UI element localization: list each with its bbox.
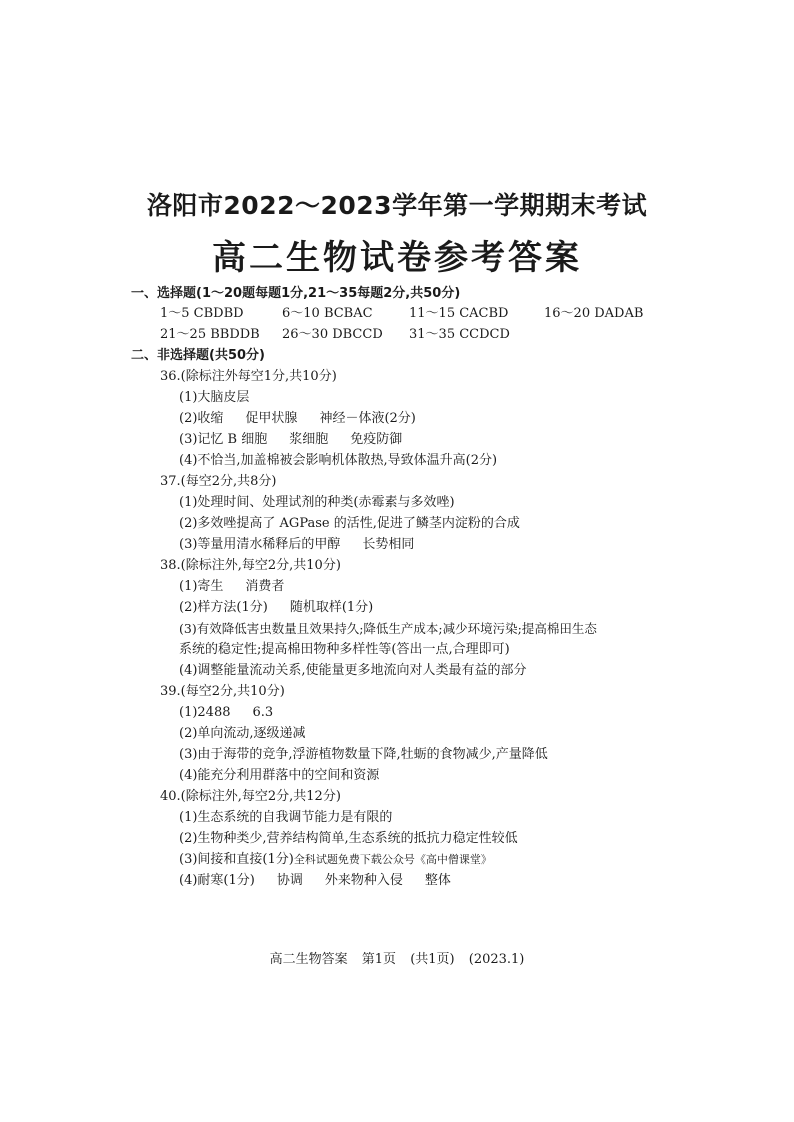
page-footer — [0, 948, 794, 967]
q37-answer-3b: 长势相同 — [362, 537, 415, 552]
answer-group-6-10: 6～10 BCBAC — [282, 306, 373, 321]
q39-answer-2: (2)单向流动,逐级递减 — [179, 726, 306, 741]
q38-answer-1 — [179, 579, 284, 595]
q40-answer-3 — [179, 852, 492, 868]
q40-answer-1: (1)生态系统的自我调节能力是有限的 — [179, 810, 393, 825]
q40-answer-4b: 协调 — [276, 873, 303, 888]
q37-header: 37.(每空2分,共8分) — [160, 474, 277, 489]
exam-title: 洛阳市2022～2023学年第一学期期末考试 — [146, 191, 648, 220]
q39-header: 39.(每空2分,共10分) — [160, 684, 285, 699]
q38-answer-3-continued: 系统的稳定性;提高棉田物种多样性等(答出一点,合理即可) — [179, 642, 510, 657]
q36-answer-3c: 免疫防御 — [350, 432, 403, 447]
q39-answer-4: (4)能充分利用群落中的空间和资源 — [179, 768, 380, 783]
answer-group-21-25: 21～25 BBDDB — [160, 327, 260, 342]
q36-answer-1: (1)大脑皮层 — [179, 390, 250, 405]
q38-answer-2a: (2)样方法(1分) — [179, 600, 268, 615]
section2-heading: 二、非选择题(共50分) — [131, 348, 265, 363]
q40-header: 40.(除标注外,每空2分,共12分) — [160, 789, 341, 804]
q37-answer-3 — [179, 537, 414, 553]
q40-answer-4a: (4)耐寒(1分) — [179, 873, 255, 888]
q36-answer-3b: 浆细胞 — [289, 432, 329, 447]
section1-heading: 一、选择题(1～20题每题1分,21～35每题2分,共50分) — [131, 286, 461, 301]
footer-date: (2023.1) — [468, 952, 525, 967]
q37-answer-3a: (3)等量用清水稀释后的甲醇 — [179, 537, 341, 552]
q36-answer-2a: (2)收缩 — [179, 411, 224, 426]
answer-group-16-20: 16～20 DADAB — [544, 306, 644, 321]
q36-answer-3 — [179, 432, 402, 448]
q39-answer-1 — [179, 705, 273, 721]
q38-answer-2b: 随机取样(1分) — [289, 600, 374, 615]
q38-answer-2 — [179, 600, 373, 616]
q36-header: 36.(除标注外每空1分,共10分) — [160, 369, 337, 384]
footer-page-number: 第1页 — [361, 952, 397, 967]
q38-answer-1a: (1)寄生 — [179, 579, 224, 594]
q39-answer-1b: 6.3 — [252, 705, 274, 720]
watermark-note: 全科试题免费下载公众号《高中僧课堂》 — [293, 853, 492, 866]
q36-answer-4: (4)不恰当,加盖棉被会影响机体散热,导致体温升高(2分) — [179, 453, 498, 468]
q40-answer-4 — [179, 873, 451, 889]
q40-answer-3a: (3)间接和直接(1分) — [179, 852, 294, 867]
q36-answer-2b: 促甲状腺 — [245, 411, 298, 426]
q38-header: 38.(除标注外,每空2分,共10分) — [160, 558, 341, 573]
footer-total-pages: (共1页) — [410, 952, 455, 967]
q39-answer-3: (3)由于海带的竞争,浮游植物数量下降,牡蛎的食物减少,产量降低 — [179, 747, 548, 762]
q37-answer-1: (1)处理时间、处理试剂的种类(赤霉素与多效唑) — [179, 495, 455, 510]
answer-key-title: 高二生物试卷参考答案 — [212, 238, 582, 278]
q40-answer-4d: 整体 — [424, 873, 451, 888]
q36-answer-2 — [179, 411, 416, 427]
answer-group-31-35: 31～35 CCDCD — [409, 327, 510, 342]
q38-answer-4: (4)调整能量流动关系,使能量更多地流向对人类最有益的部分 — [179, 663, 527, 678]
answer-group-11-15: 11～15 CACBD — [409, 306, 509, 321]
q40-answer-4c: 外来物种入侵 — [324, 873, 403, 888]
q40-answer-2: (2)生物种类少,营养结构简单,生态系统的抵抗力稳定性较低 — [179, 831, 518, 846]
q37-answer-2: (2)多效唑提高了 AGPase 的活性,促进了鳞茎内淀粉的合成 — [179, 516, 520, 531]
q36-answer-3a: (3)记忆 B 细胞 — [179, 432, 268, 447]
footer-subject: 高二生物答案 — [269, 952, 348, 967]
answer-group-1-5: 1～5 CBDBD — [160, 306, 244, 321]
answer-group-26-30: 26～30 DBCCD — [282, 327, 383, 342]
q36-answer-2c: 神经－体液(2分) — [319, 411, 416, 426]
q38-answer-1b: 消费者 — [245, 579, 285, 594]
q39-answer-1a: (1)2488 — [179, 705, 231, 720]
q38-answer-3: (3)有效降低害虫数量且效果持久;降低生产成本;减少环境污染;提高棉田生态 — [179, 621, 597, 636]
